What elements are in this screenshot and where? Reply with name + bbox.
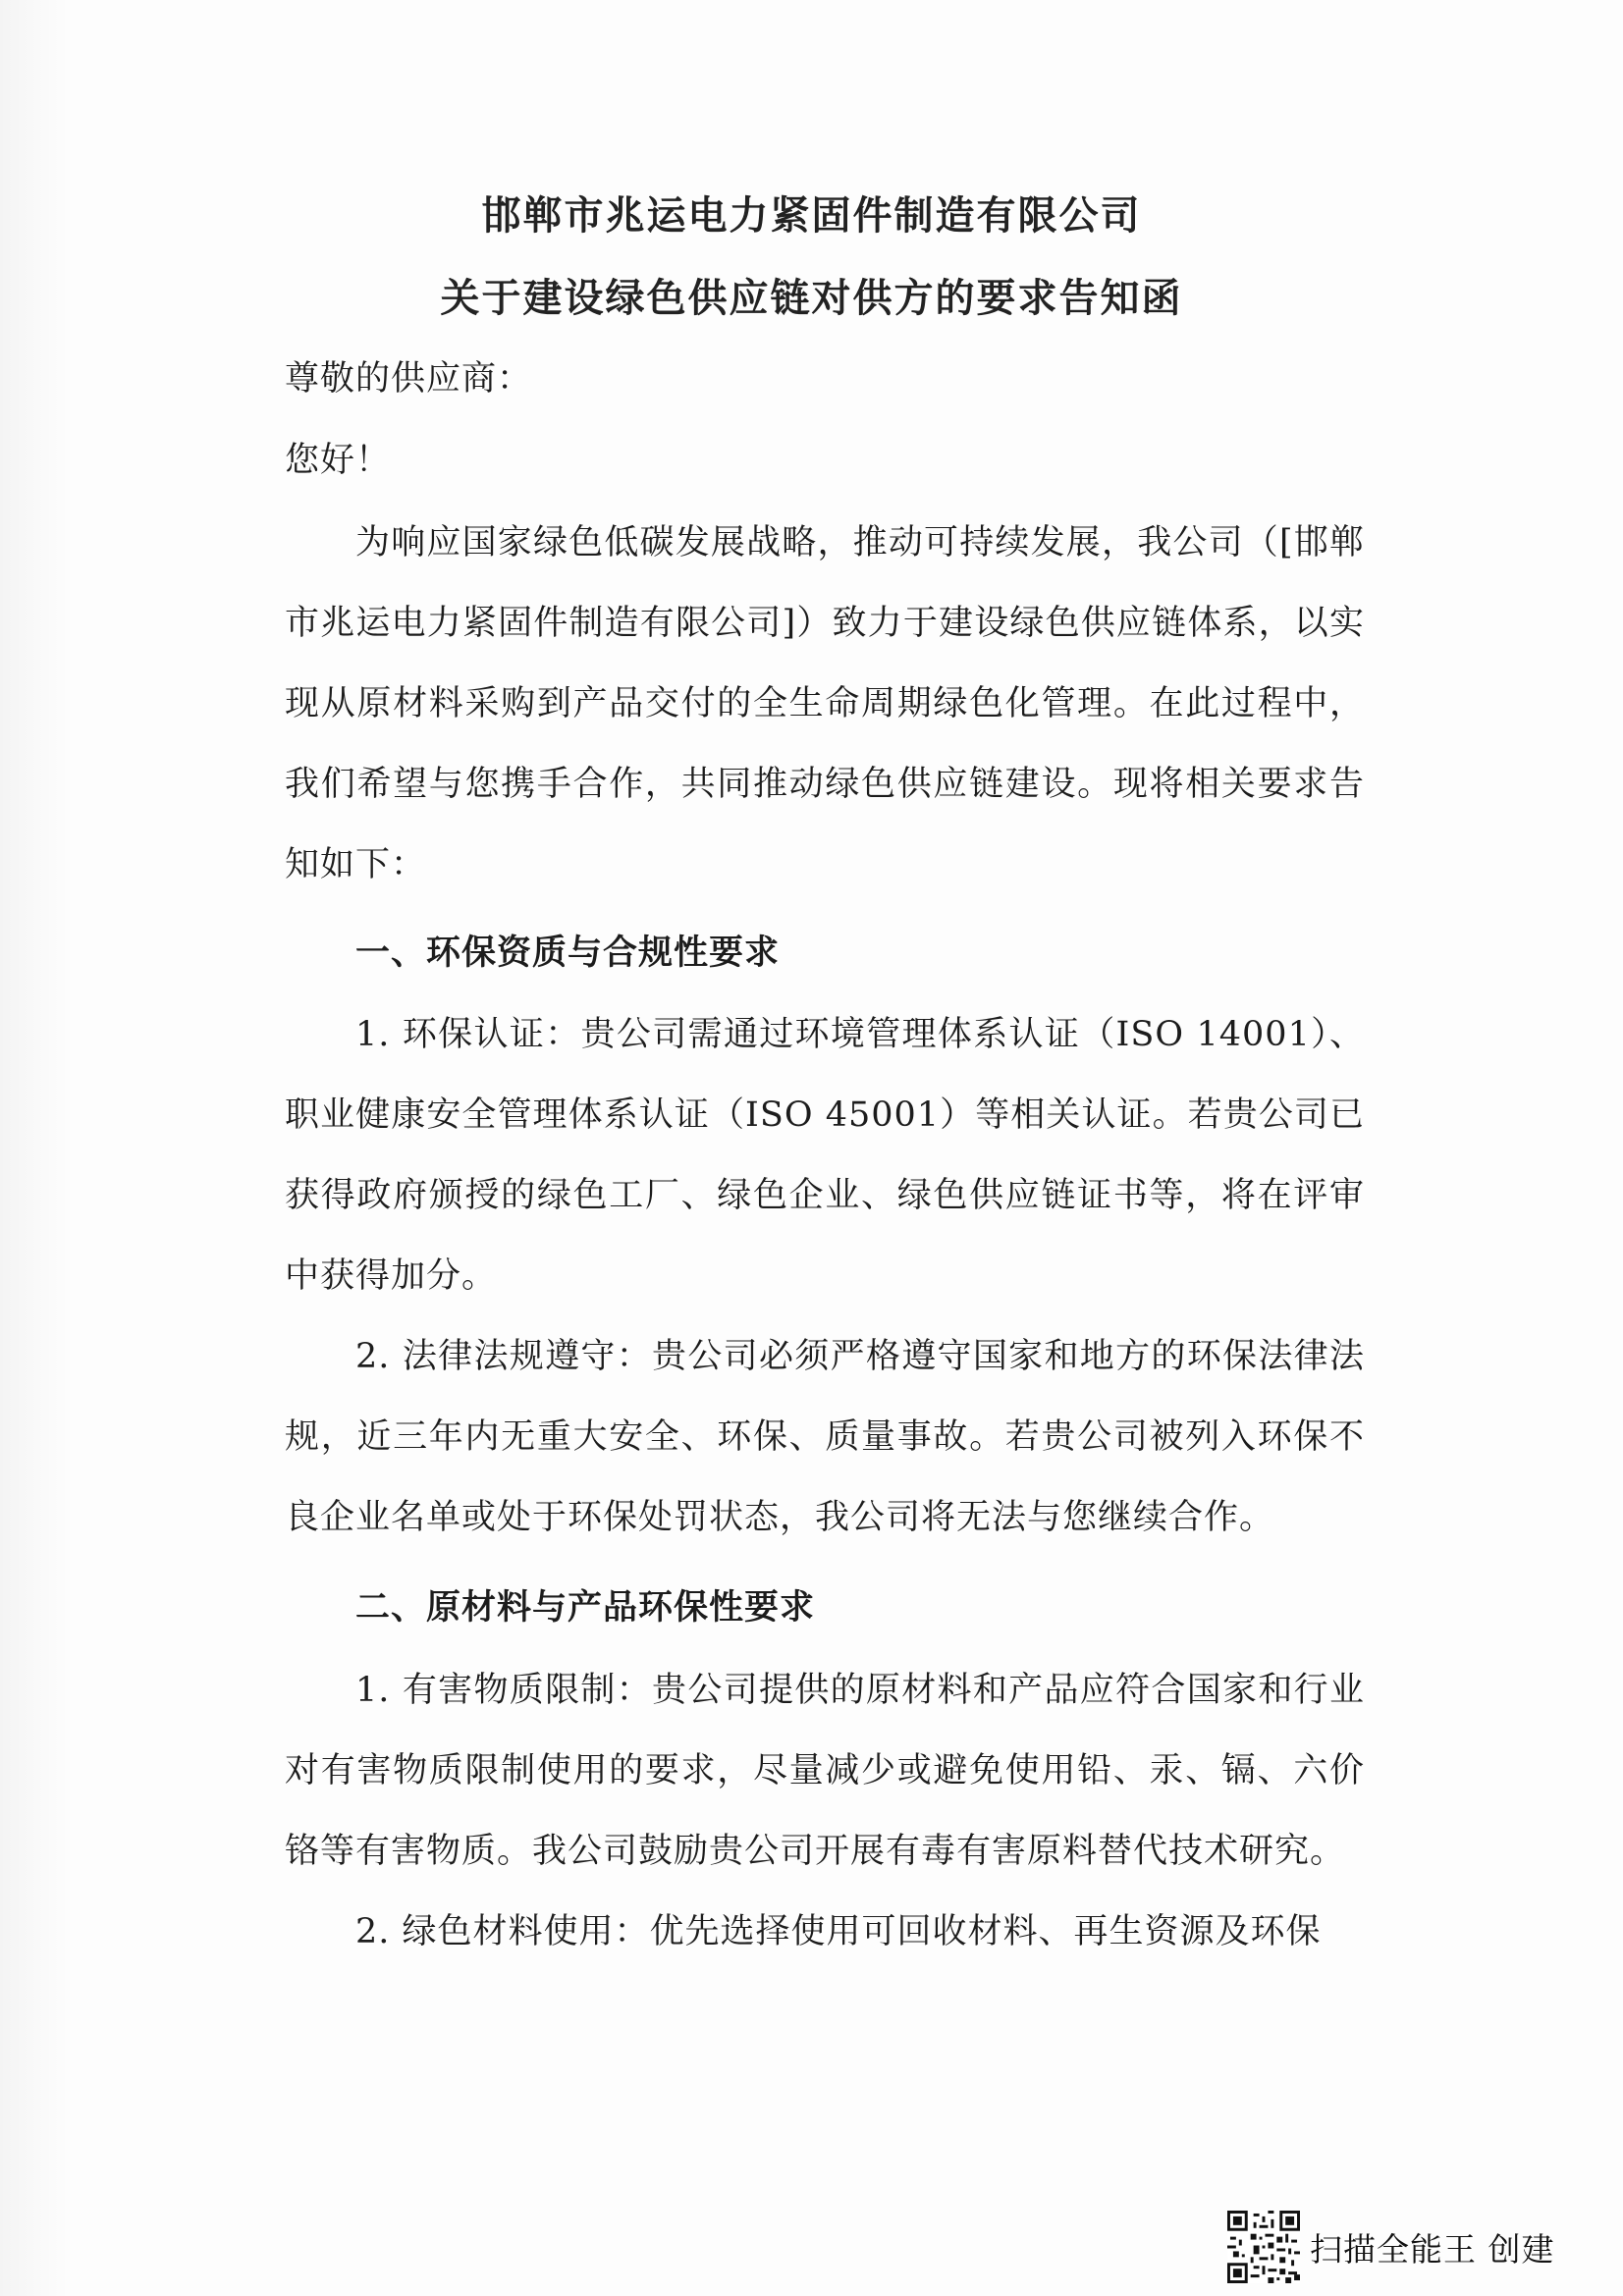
section-1-item-1: 1. 环保认证：贵公司需通过环境管理体系认证（ISO 14001）、职业健康安全管理体系认证（ISO 45001）等相关认证。若贵公司已获得政府颁授的绿色工厂、绿色企业、绿色供应链证书等，将在评审中获得加分。 — [285, 1015, 1365, 1296]
scanner-watermark — [1227, 2209, 1555, 2285]
salutation: 尊敬的供应商： — [285, 359, 533, 399]
section-1-heading: 一、环保资质与合规性要求 — [355, 933, 781, 973]
qr-code-icon — [1227, 2211, 1300, 2283]
scan-edge-shade — [0, 0, 69, 2296]
section-2-item-1: 1. 有害物质限制：贵公司提供的原材料和产品应符合国家和行业对有害物质限制使用的要求，尽量减少或避免使用铅、汞、镉、六价铬等有害物质。我公司鼓励贵公司开展有毒有害原料替代技术研究。 — [285, 1671, 1365, 1871]
document-title-line-1: 邯郸市兆运电力紧固件制造有限公司 — [481, 192, 1142, 239]
section-2-item-2: 2. 绿色材料使用：优先选择使用可回收材料、再生资源及环保 — [355, 1912, 1322, 1951]
section-1-item-2: 2. 法律法规遵守：贵公司必须严格遵守国家和地方的环保法律法规，近三年内无重大安全、环保、质量事故。若贵公司被列入环保不良企业名单或处于环保处罚状态，我公司将无法与您继续合作。 — [285, 1337, 1365, 1537]
section-2-heading: 二、原材料与产品环保性要求 — [355, 1587, 816, 1628]
greeting: 您好！ — [285, 441, 392, 480]
scanner-watermark-text: 扫描全能王 创建 — [1310, 2229, 1555, 2269]
intro-paragraph: 为响应国家绿色低碳发展战略，推动可持续发展，我公司（[邯郸市兆运电力紧固件制造有限公司]）致力于建设绿色供应链体系，以实现从原材料采购到产品交付的全生命周期绿色化管理。在此过程中，我们希望与您携手合作，共同推动绿色供应链建设。现将相关要求告知如下： — [285, 523, 1365, 884]
document-title-line-2: 关于建设绿色供应链对供方的要求告知函 — [440, 275, 1183, 321]
